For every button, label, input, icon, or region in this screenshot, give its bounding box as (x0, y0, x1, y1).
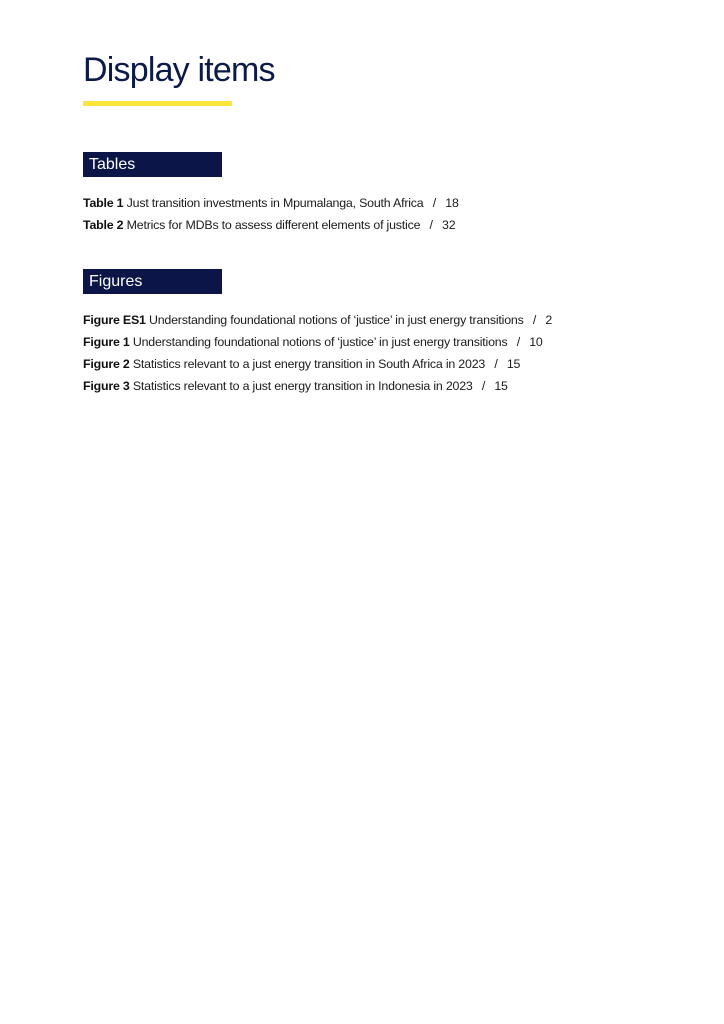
figure-entry[interactable] (83, 312, 552, 334)
entry-title: Just transition investments in Mpumalanga, South Africa (126, 196, 424, 210)
entry-label: Table 2 (83, 218, 124, 232)
entry-title: Statistics relevant to a just energy transition in South Africa in 2023 (132, 357, 486, 371)
entry-separator: / (532, 313, 537, 327)
entry-separator: / (432, 196, 436, 210)
entry-title: Understanding foundational notions of ‘justice’ in just energy transitions (132, 335, 508, 349)
entry-label: Figure ES1 (83, 313, 146, 327)
entry-label: Figure 1 (83, 335, 130, 349)
figures-list (83, 312, 552, 400)
entry-page-number: 15 (506, 357, 521, 371)
figures-section-heading: Figures (83, 269, 222, 294)
entry-title: Metrics for MDBs to assess different elements of justice (126, 218, 421, 232)
entry-page-number: 32 (442, 218, 456, 232)
figure-entry[interactable] (83, 356, 552, 378)
table-entry[interactable] (83, 195, 459, 217)
entry-label: Figure 2 (83, 357, 130, 371)
entry-separator: / (516, 335, 520, 349)
entry-page-number: 2 (545, 313, 553, 327)
figure-entry[interactable] (83, 378, 552, 400)
entry-separator: / (481, 379, 486, 393)
page-title: Display items (83, 51, 275, 89)
entry-page-number: 18 (445, 196, 459, 210)
entry-title: Understanding foundational notions of ‘justice’ in just energy transitions (148, 313, 524, 327)
figure-entry[interactable] (83, 334, 552, 356)
entry-label: Figure 3 (83, 379, 130, 393)
title-underline (83, 101, 232, 106)
entry-separator: / (429, 218, 433, 232)
entry-page-number: 10 (529, 335, 543, 349)
entry-separator: / (494, 357, 498, 371)
entry-page-number: 15 (494, 379, 508, 393)
tables-list (83, 195, 459, 239)
entry-label: Table 1 (83, 196, 124, 210)
tables-section-heading: Tables (83, 152, 222, 177)
table-entry[interactable] (83, 217, 459, 239)
entry-title: Statistics relevant to a just energy transition in Indonesia in 2023 (132, 379, 473, 393)
